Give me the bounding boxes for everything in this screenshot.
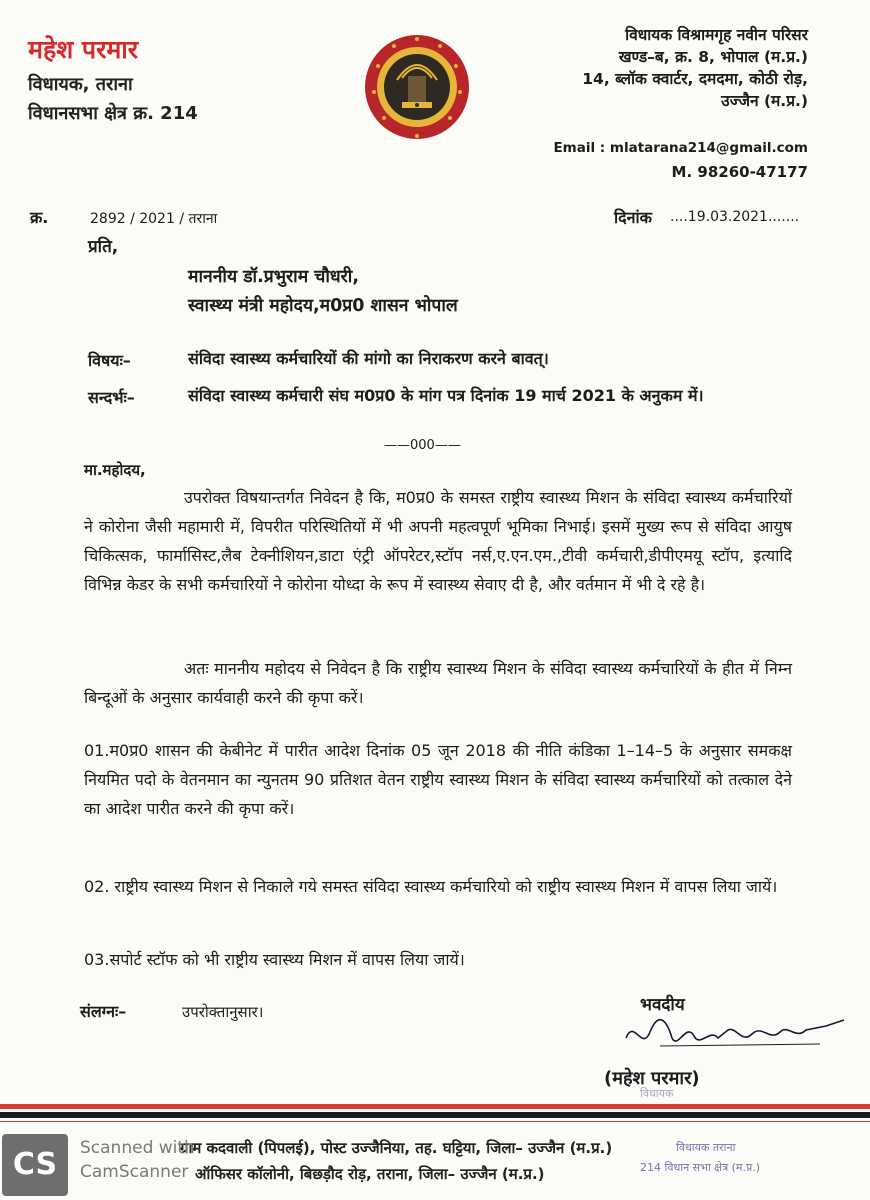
signatory-stamp: विधायक <box>640 1087 674 1100</box>
signature <box>620 1008 850 1058</box>
enclosure-label: संलग्नः– <box>80 1002 127 1021</box>
body-paragraph-1: उपरोक्त विषयान्तर्गत निवेदन है कि, म0प्र0 के समस्त राष्ट्रीय स्वास्थ्य मिशन के संविदा स्वास्थ्य कर्मचारियों ने कोरोना जैसी महामारी में, विपरीत परिस्थितियों में भी अपनी महत्वपूर्ण भूमिका निभाई। इसमें मुख्य रूप से संविदा आयुष चिकित्सक, फार्मासिस्ट,लैब टेक्नीशियन,डाटा एंट्री ऑपरेटर,स्टॉप नर्स,ए.एन.एम.,टीवी कर्मचारी,डीपीएमयू स्टॉप, इत्यादि विभिन्न केडर के सभी कर्मचारियों ने कोरोना योध्दा के रूप में स्वास्थ्य सेवाए दी है, और वर्तमान में भी दे रहे है। <box>84 488 792 594</box>
footer-address-line: ग्राम कदवाली (पिपलई), पोस्ट उज्जैनिया, तह. घट्टिया, जिला– उज्जैन (म.प्र.) <box>180 1139 613 1157</box>
reference-number: 2892 / 2021 / तराना <box>90 211 218 227</box>
subject-label: विषयः– <box>88 351 131 370</box>
address-line: 14, ब्लॉक क्वार्टर, दमदमा, कोठी रोड़, <box>582 70 808 88</box>
reference-number-label: क्र. <box>30 208 49 227</box>
footer-stamp-line: 214 विधान सभा क्षेत्र (म.प्र.) <box>640 1161 761 1174</box>
sender-constituency: विधानसभा क्षेत्र क्र. 214 <box>28 103 198 124</box>
date-label: दिनांक <box>614 208 652 227</box>
to-label: प्रति, <box>88 237 119 257</box>
sender-email: Email : mlatarana214@gmail.com <box>553 140 808 156</box>
reference-text: संविदा स्वास्थ्य कर्मचारी संघ म0प्र0 के मांग पत्र दिनांक 19 मार्च 2021 के अनुकम में। <box>188 386 704 405</box>
salutation: मा.महोदय, <box>84 461 146 479</box>
footer-band <box>0 1104 870 1122</box>
footer-stamp-line: विधायक तराना <box>676 1141 736 1154</box>
signatory-name: (महेश परमार) <box>604 1068 700 1089</box>
sender-mobile: M. 98260-47177 <box>671 163 808 181</box>
closing: भवदीय <box>640 995 685 1015</box>
address-line: उज्जैन (म.प्र.) <box>721 92 808 110</box>
address-line: खण्ड–ब, क्र. 8, भोपाल (म.प्र.) <box>618 48 808 66</box>
sender-address <box>582 24 808 112</box>
demand-point-1: 01.म0प्र0 शासन की केबीनेट में पारीत आदेश दिनांक 05 जून 2018 की नीति कंडिका 1–14–5 के अनुसार समकक्ष नियमित पदो के वेतनमान का न्युनतम 90 प्रतिशत वेतन राष्ट्रीय स्वास्थ्य मिशन के संविदा स्वास्थ्य कर्मचारियों को तत्काल देने का आदेश पारीत करने की कृपा करें। <box>84 741 792 818</box>
address-line: विधायक विश्रामगृह नवीन परिसर <box>625 26 808 44</box>
demand-point-3: 03.सपोर्ट स्टॉफ को भी राष्ट्रीय स्वास्थ्य मिशन में वापस लिया जायें। <box>84 950 465 969</box>
demand-point-2: 02. राष्ट्रीय स्वास्थ्य मिशन से निकाले गये समस्त संविदा स्वास्थ्य कर्मचारियो को राष्ट्रीय स्वास्थ्य मिशन में वापस लिया जायें। <box>84 877 778 896</box>
body-paragraph-2: अतः माननीय महोदय से निवेदन है कि राष्ट्रीय स्वास्थ्य मिशन के संविदा स्वास्थ्य कर्मचारियों के हीत में निम्न बिन्दूओं के अनुसार कार्यवाही करने की कृपा करें। <box>84 659 792 707</box>
sender-designation: विधायक, तराना <box>28 74 133 95</box>
camscanner-logo-icon: CS <box>2 1134 68 1196</box>
addressee-line: स्वास्थ्य मंत्री महोदय,म0प्र0 शासन भोपाल <box>188 296 458 316</box>
sender-name: महेश परमार <box>28 35 139 64</box>
addressee-line: माननीय डॉ.प्रभुराम चौधरी, <box>188 267 359 287</box>
enclosure-value: उपरोक्तानुसार। <box>182 1003 264 1021</box>
letter-date: ....19.03.2021....... <box>670 209 800 225</box>
watermark-line: Scanned with <box>80 1138 195 1158</box>
footer-address-line: ऑफिसर कॉलोनी, बिछड़ौद रोड़, तराना, जिला– उज्जैन (म.प्र.) <box>195 1165 545 1183</box>
subject-text: संविदा स्वास्थ्य कर्मचारियों की मांगो का निराकरण करने बावत्। <box>188 349 549 368</box>
reference-label: सन्दर्भः– <box>88 388 135 407</box>
state-emblem-icon <box>364 30 470 144</box>
separator: ——000—— <box>384 438 461 453</box>
watermark-line: CamScanner <box>80 1162 189 1182</box>
